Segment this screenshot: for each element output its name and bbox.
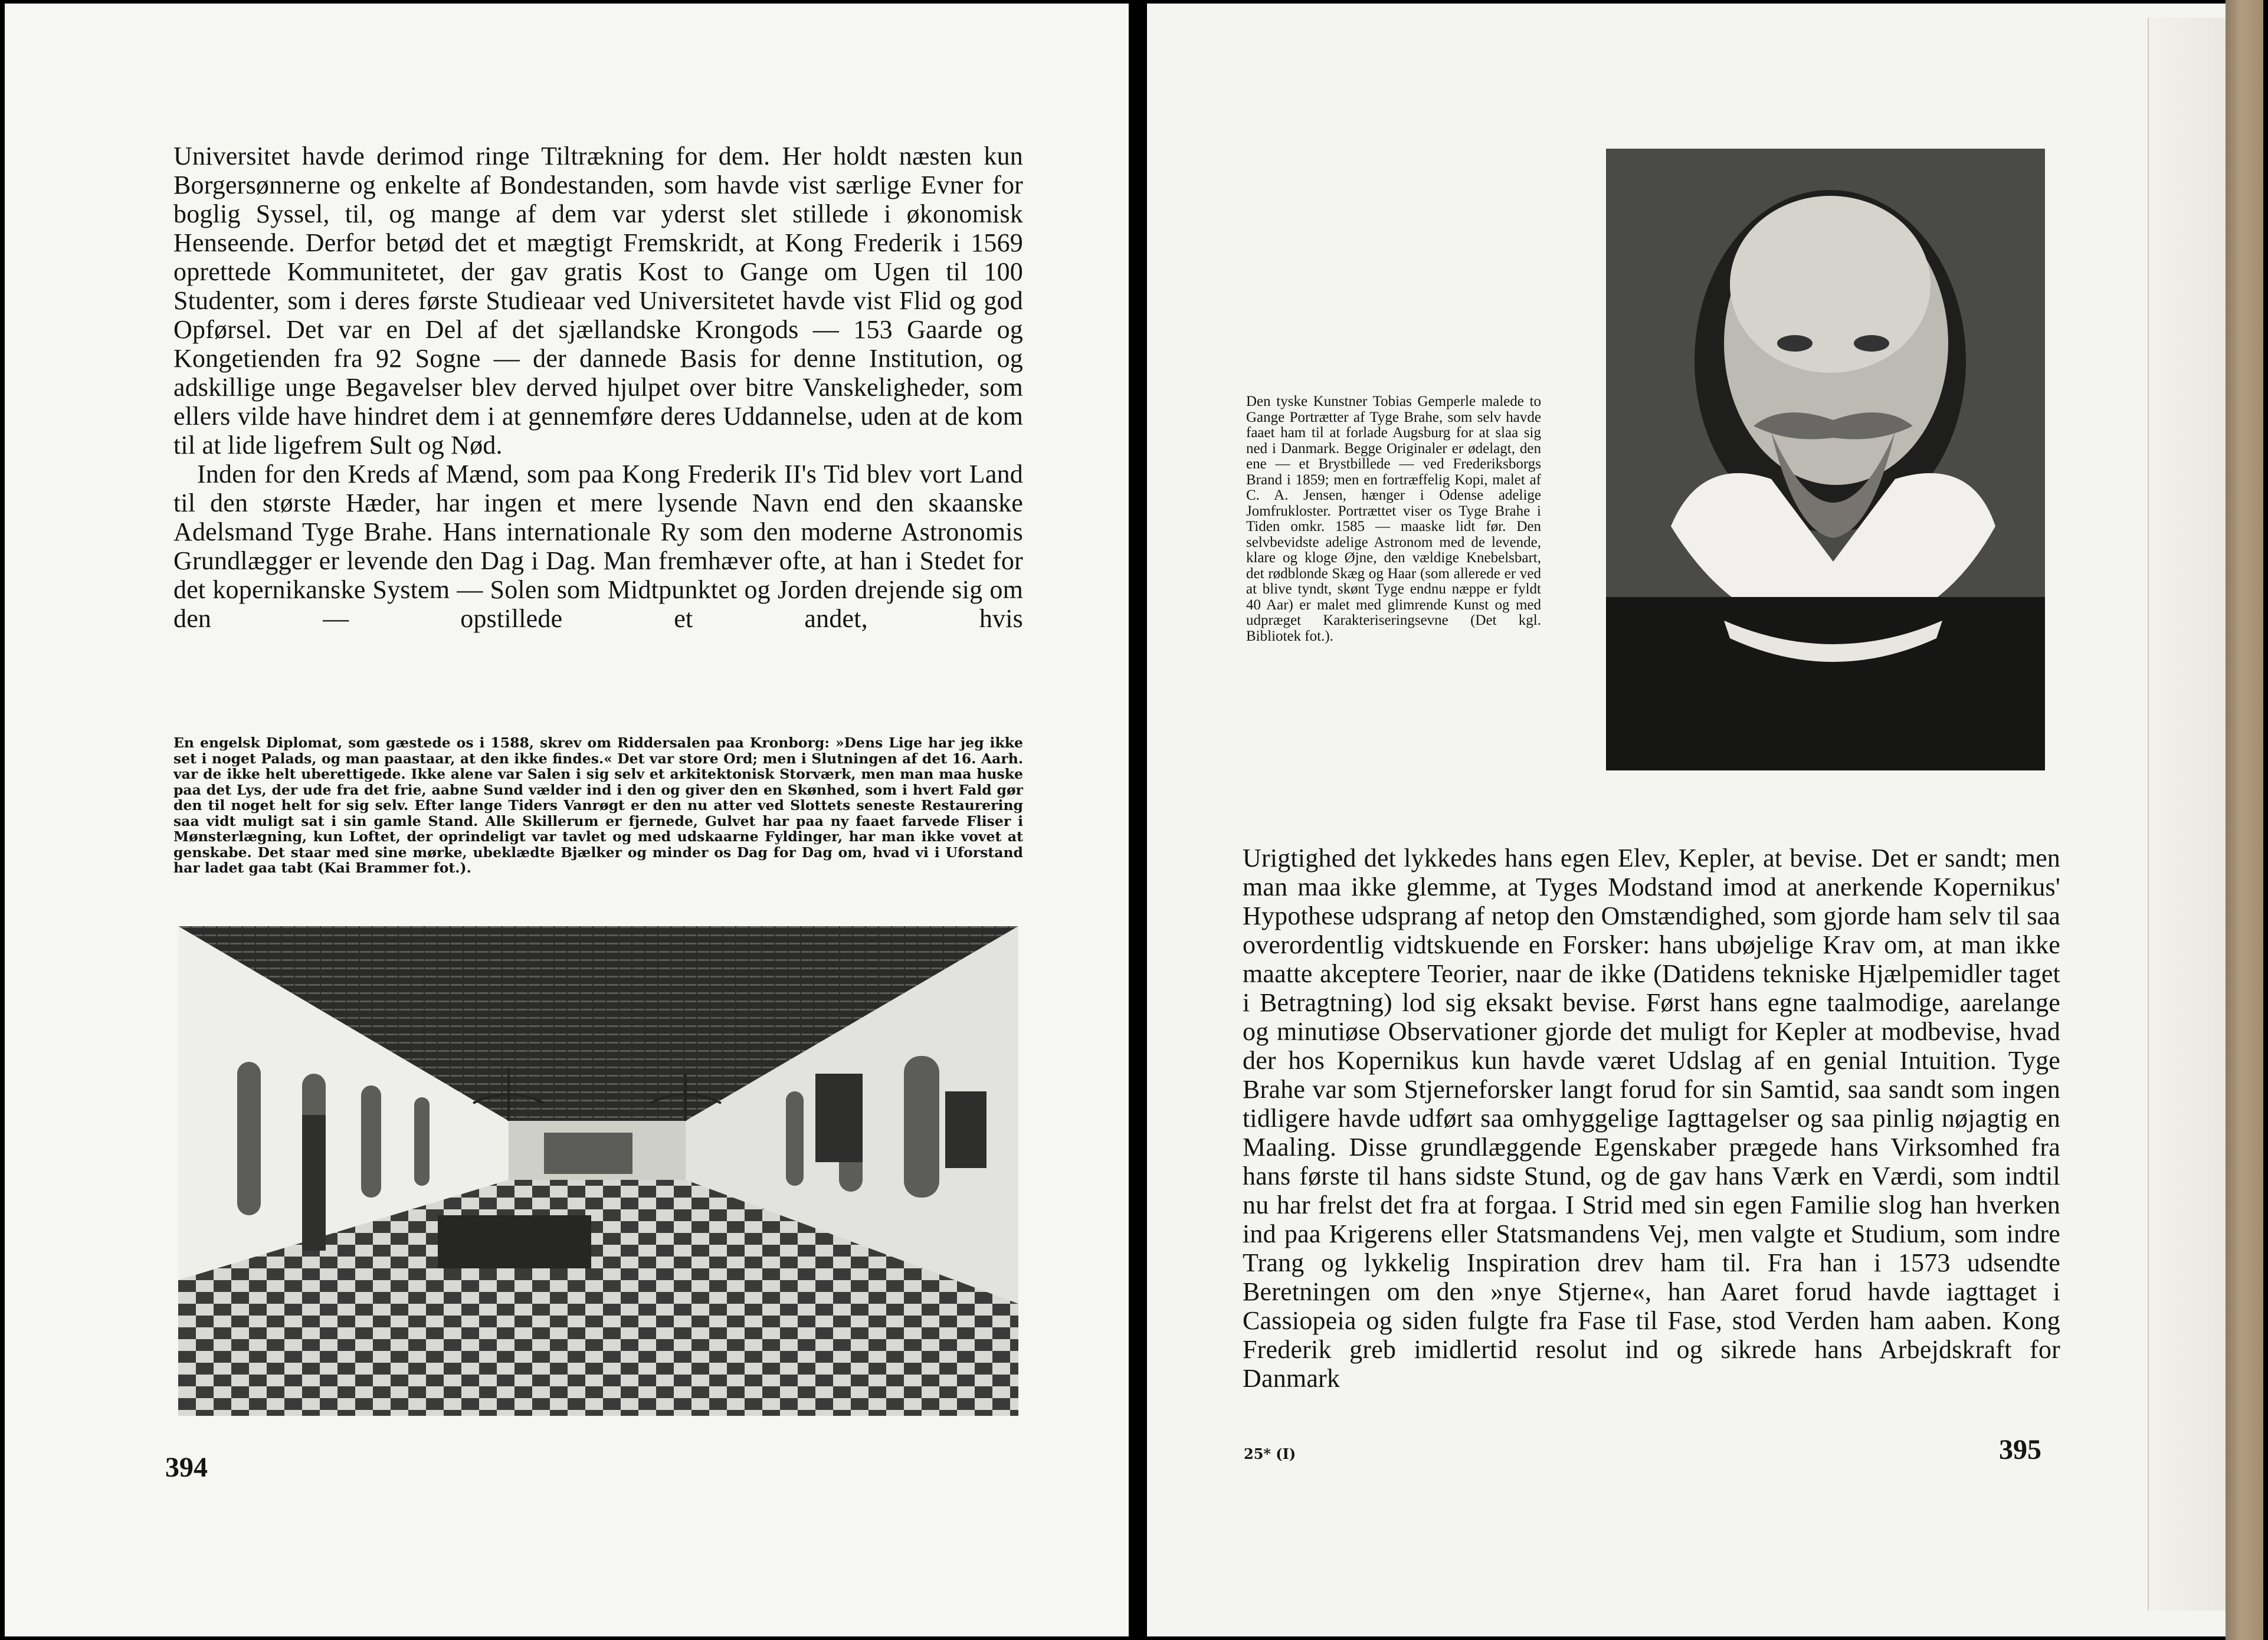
book-edge: [2226, 0, 2263, 1640]
right-body-text: Urigtighed det lykkedes hans egen Elev, Kepler, at bevise. Det er sandt; men man maa ikke glemme, at Tyges Modstand imod at anerkende Kopernikus' Hypothese udsprang af netop den Omstændighed, som gjorde ham selv til saa overordentlig vidtskuende en Forsker: hans ubøjelige Krav om, at man ikke maatte akceptere Teorier, naar de ikke (Datidens tekniske Hjælpemidler taget i Betragtning) lod sig eksakt bevise. Først hans egne taalmodige, aarelange og minutiøse Observationer gjorde det muligt for Kepler at modbevise, hvad der hos Kopernikus kun havde været Udslag af en genial Intuition. Tyge Brahe var som Stjerneforsker langt forud for sin Samtid, saa sandt som ingen tidligere havde udført saa omhyggelige Iagttagelser og saa pinlig nøjagtig en Maaling. Disse grundlæggende Egenskaber prægede hans Virksomhed fra hans første til hans sidste Stund, og de gav hans Værk en Værdi, som indtil nu har frelst det fra at forgaa. I Strid med sin egen Familie slog han hverken ind paa Krigerens eller Statsmandens Vej, men valgte et Studium, som indre Trang og lykkelig Inspiration drev ham til. Fra han i 1573 udsendte Beretningen om den »nye Stjerne«, han Aaret forud havde iagttaget i Cassiopeia og siden fulgte fra Fase til Fase, stod Verden ham aaben. Kong Frederik greb imidlertid resolut ind og sikrede hans Arbejdskraft for Danmark: [1243, 844, 2060, 1393]
page-edge: [2148, 18, 2227, 1611]
left-body-text: [173, 142, 1023, 633]
left-paragraph-1: Universitet havde derimod ringe Tiltrækning for dem. Her holdt næsten kun Borgersønnerne og enkelte af Bondestanden, som havde vist særlige Evner for boglig Syssel, til, og mange af dem var yderst slet stillede i økonomisk Henseende. Derfor betød det et mægtigt Fremskridt, at Kong Frederik i 1569 oprettede Kommunitetet, der gav gratis Kost to Gange om Ugen til 100 Studenter, som i deres første Studieaar ved Universitetet havde vist Flid og god Opførsel. Det var en Del af det sjællandske Krongods — 153 Gaarde og Kongetienden fra 92 Sogne — der dannede Basis for denne Institution, og adskillige unge Begavelser blev derved hjulpet over bitre Vanskeligheder, som ellers vilde have hindret dem i at gennemføre deres Uddannelse, uden at de kom til at lide ligefrem Sult og Nød.: [173, 142, 1023, 460]
signature-mark: 25* (I): [1244, 1445, 1296, 1462]
tyge-brahe-portrait: [1606, 149, 2045, 770]
riddersal-caption: En engelsk Diplomat, som gæstede os i 1588, skrev om Riddersalen paa Kronborg: »Dens Lige har jeg ikke set i noget Palads, og man paastaar, at den ikke findes.« Det var store Ord; men i Slutningen af det 16. Aarh. var de ikke helt uberettigede. Ikke alene var Salen i sig selv et arkitektonisk Storværk, men man maa huske paa det Lys, der ude fra det frie, aabne Sund vælder ind i den og giver den en Skønhed, som i hvert Fald gør den til noget helt for sig selv. Efter lange Tiders Vanrøgt er den nu atter ved Slottets seneste Restaurering saa vidt muligt sat i sin gamle Stand. Alle Skillerum er fjernede, Gulvet har paa ny faaet farvede Fliser i Mønsterlægning, kun Loftet, der oprindeligt var tavlet og med udskaarne Fyldinger, har man ikke vovet at genskabe. Det staar med sine mørke, ubeklædte Bjælker og minder os Dag for Dag om, hvad vi i Uforstand har ladet gaa tabt (Kai Brammer fot.).: [173, 734, 1023, 876]
page-number-right: 395: [1999, 1434, 2041, 1465]
page-number-left: 394: [165, 1452, 208, 1483]
riddersal-photo: [178, 926, 1018, 1416]
portrait-caption: Den tyske Kunstner Tobias Gemperle malede to Gange Portrætter af Tyge Brahe, som selv havde faaet ham til at forlade Augsburg for at slaa sig ned i Danmark. Begge Originaler er ødelagt, den ene — et Brystbillede — ved Frederiksborgs Brand i 1859; men en fortræffelig Kopi, malet af C. A. Jensen, hænger i Odense adelige Jomfrukloster. Portrættet viser os Tyge Brahe i Tiden omkr. 1585 — maaske lidt før. Den selvbevidste adelige Astronom med de levende, klare og kloge Øjne, den vældige Knebelsbart, det rødblonde Skæg og Haar (som allerede er ved at blive tyndt, skønt Tyge endnu næppe er fyldt 40 Aar) er malet med glimrende Kunst og med udpræget Karakteriseringsevne (Det kgl. Bibliotek fot.).: [1246, 393, 1541, 644]
right-page: [1147, 4, 2226, 1636]
left-paragraph-2: Inden for den Kreds af Mænd, som paa Kong Frederik II's Tid blev vort Land til den største Hæder, har ingen et mere lysende Navn end den skaanske Adelsmand Tyge Brahe. Hans internationale Ry som den moderne Astronomis Grundlægger er levende den Dag i Dag. Man fremhæver ofte, at han i Stedet for det kopernikanske System — Solen som Midtpunktet og Jorden drejende sig om den — opstillede et andet, hvis: [173, 460, 1023, 633]
left-page: [5, 4, 1129, 1636]
